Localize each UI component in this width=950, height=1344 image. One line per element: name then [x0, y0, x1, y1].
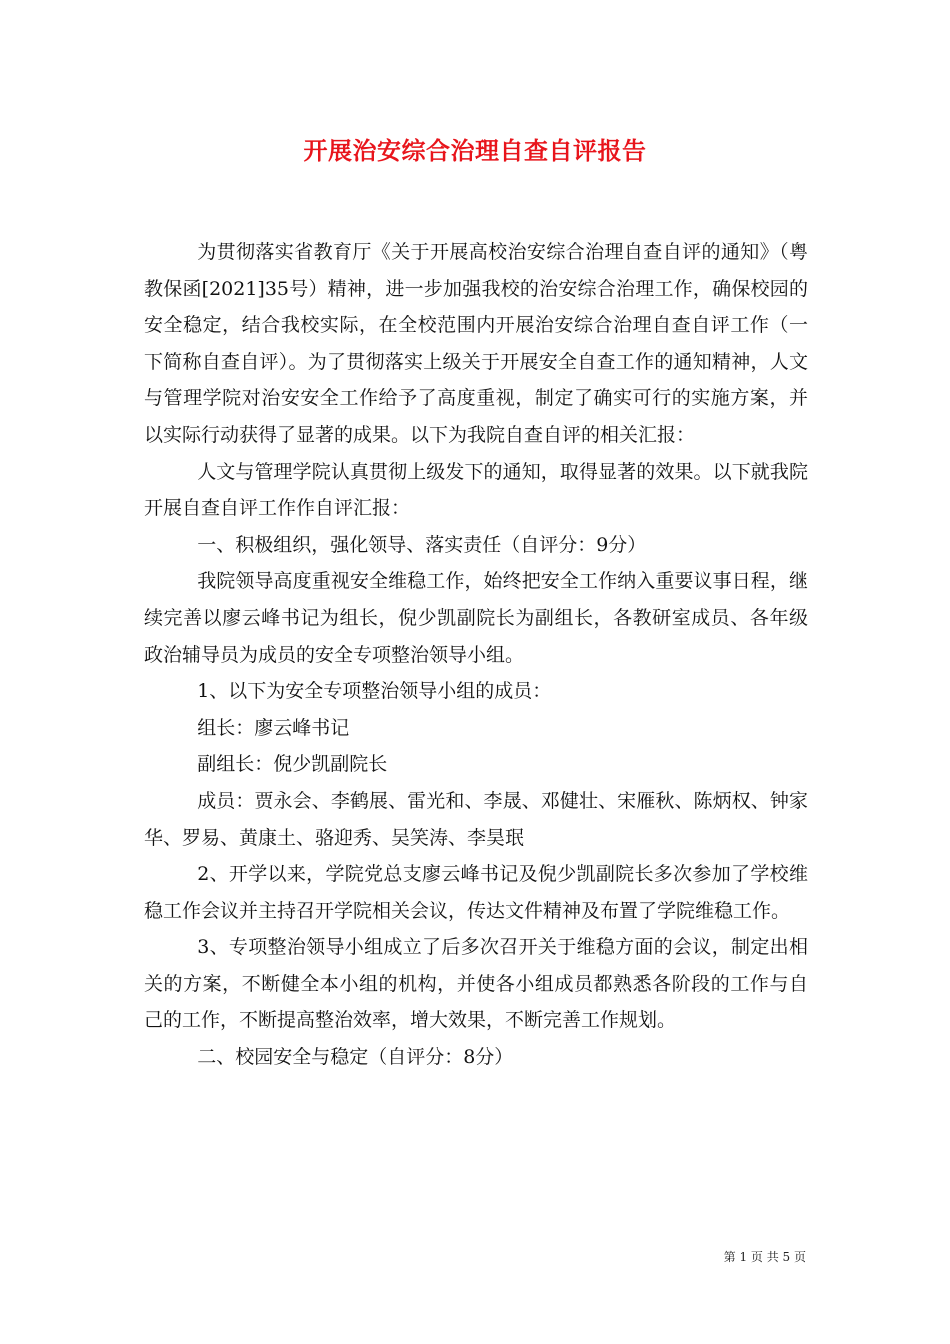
- paragraph-summary: 人文与管理学院认真贯彻上级发下的通知，取得显著的效果。以下就我院开展自查自评工作作自评汇报：: [144, 460, 808, 520]
- list-item-meetings: 2、开学以来，学院党总支廖云峰书记及倪少凯副院长多次参加了学校维稳工作会议并主持召开学院相关会议，传达文件精神及布置了学院维稳工作。: [144, 863, 808, 922]
- paragraph-leadership: 我院领导高度重视安全维稳工作，始终把安全工作纳入重要议事日程，继续完善以廖云峰书记为组长，倪少凯副院长为副组长，各教研室成员、各年级政治辅导员为成员的安全专项整治领导小组。: [144, 570, 808, 666]
- list-item-deputy-leader: 副组长：倪少凯副院长: [197, 753, 388, 776]
- paragraph-intro: 为贯彻落实省教育厅《关于开展高校治安综合治理自查自评的通知》（粤教保函[2021]35号）精神，进一步加强我校的治安综合治理工作，确保校园的安全稳定，结合我校实际，在全校范围内开展治安综合治理自查自评工作（一下简称自查自评）。为了贯彻落实上级关于开展安全自查工作的通知精神，人文与管理学院对治安安全工作给予了高度重视，制定了确实可行的实施方案，并以实际行动获得了显著的成果。以下为我院自查自评的相关汇报：: [144, 241, 808, 446]
- list-item-members: 成员：贾永会、李鹤展、雷光和、李晟、邓健壮、宋雁秋、陈炳权、钟家华、罗易、黄康土、骆迎秀、吴笑涛、李昊珉: [144, 789, 808, 849]
- list-item-group-leader: 组长：廖云峰书记: [197, 716, 350, 739]
- list-item-rectification: 3、专项整治领导小组成立了后多次召开关于维稳方面的会议，制定出相关的方案，不断健全本小组的机构，并使各小组成员都熟悉各阶段的工作与自己的工作，不断提高整治效率，增大效果，不断完善工作规划。: [144, 936, 808, 1032]
- document-title: 开展治安综合治理自查自评报告: [303, 136, 647, 165]
- section-heading-2: 二、校园安全与稳定（自评分：8分）: [197, 1046, 514, 1069]
- document-body: [144, 234, 808, 1076]
- page-number: 第 1 页 共 5 页: [723, 1250, 806, 1264]
- list-item-members-heading: 1、以下为安全专项整治领导小组的成员：: [197, 680, 552, 703]
- section-heading-1: 一、积极组织，强化领导、落实责任（自评分：9分）: [197, 533, 647, 556]
